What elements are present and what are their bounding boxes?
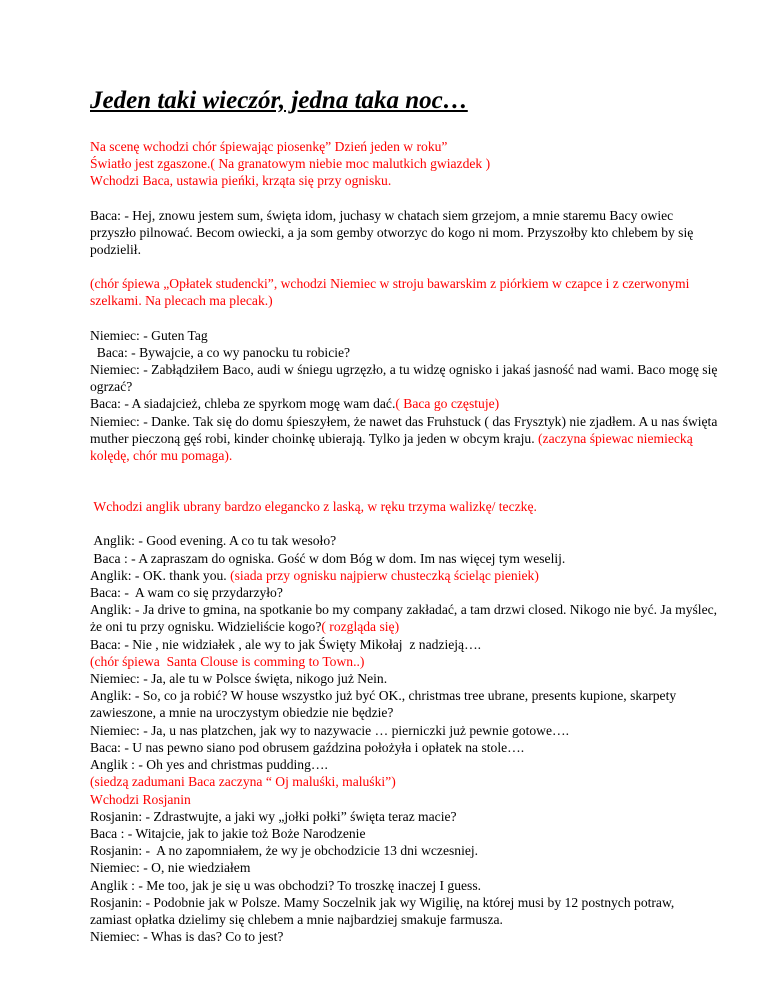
dialogue-line: Baca: - Bywajcie, a co wy panocku tu robicie? [90,344,351,360]
dialogue-line: Rosjanin: - Zdrastwujte, a jaki wy „jołki połki” święta teraz macie? [90,808,457,824]
paragraph-gap [90,190,718,207]
dialogue-line: Baca : - A zapraszam do ogniska. Gość w dom Bóg w dom. Im nas więcej tym weselij. [90,550,566,566]
stage-direction: (siedzą zadumani Baca zaczyna “ Oj maluśki, maluśki”) [90,774,396,790]
dialogue-line: Baca: - U nas pewno siano pod obrusem gaździna położyła i opłatek na stole…. [90,739,525,755]
stage-direction-inline: ( rozgląda się) [321,619,400,635]
dialogue-line: Anglik: - So, co ja robić? W house wszystko już być OK., christmas tree ubrane, presents kupione, skarpety zawieszone, a mnie na uroczystym obiedzie nie będzie? [90,688,677,721]
dialogue-line: Niemiec: - O, nie wiedziałem [90,860,251,876]
dialogue-line [90,413,718,465]
dialogue-line: Niemiec: - Zabłądziłem Baco, audi w śniegu ugrzęzło, a tu widzę ognisko i jakaś jasność nad wami. Baco mogę się ogrzać? [90,362,718,395]
dialogue-text: Anglik: - Ja drive to gmina, na spotkanie bo my company zakładać, a tam drzwi closed. Nikogo nie być. Ja myślec, że oni tu przy ognisku. Widzieliście kogo? [90,602,718,635]
dialogue-line: Baca: - Hej, znowu jestem sum, święta idom, juchasy w chatach siem grzejom, a mnie staremu Bacy owiec przyszło pilnować. Becom owiecki, a ja som gemby otworzyc do kogo ni mom. Przyszołby kto chlebem by się podzielił. [90,207,694,258]
dialogue-line: Niemiec: - Guten Tag [90,327,208,343]
dialogue-line: Niemiec: - Ja, u nas platzchen, jak wy to nazywacie … pierniczki już pewnie gotowe…. [90,722,570,738]
stage-direction-inline: (siada przy ognisku najpierw chusteczką ścieląc pieniek) [230,567,539,583]
paragraph-gap [90,464,718,498]
paragraph-gap [90,310,718,327]
dialogue-text: Anglik: - OK. thank you. [90,567,231,583]
dialogue-line: Rosjanin: - A no zapomniałem, że wy je obchodzicie 13 dni wczesniej. [90,843,479,859]
stage-direction: (chór śpiewa „Opłatek studencki”, wchodzi Niemiec w stroju bawarskim z piórkiem w czapce i z czerwonymi szelkami. Na plecach ma plecak.) [90,276,690,309]
paragraph-gap [90,515,718,532]
stage-direction: Światło jest zgaszone.( Na granatowym niebie moc malutkich gwiazdek ) [90,156,491,172]
dialogue-line: Anglik: - Good evening. A co tu tak wesoło? [90,533,337,549]
dialogue-line: Baca : - Witajcie, jak to jakie toż Boże Narodzenie [90,825,366,841]
paragraph-gap [90,258,718,275]
stage-direction: Na scenę wchodzi chór śpiewając piosenkę” Dzień jeden w roku” [90,139,448,154]
stage-direction-inline: ( Baca go częstuje) [395,396,500,412]
dialogue-line [90,601,718,635]
dialogue-line: Niemiec: - Whas is das? Co to jest? [90,929,284,945]
dialogue-line: Anglik : - Me too, jak je się u was obchodzi? To troszkę inaczej I guess. [90,877,482,893]
stage-direction: (chór śpiewa Santa Clouse is comming to Town..) [90,653,365,669]
stage-direction-inline: (zaczyna śpiewac niemiecką kolędę, chór mu pomaga). [90,430,693,464]
stage-direction: Wchodzi Rosjanin [90,791,191,807]
dialogue-line [90,395,718,412]
dialogue-line: Anglik : - Oh yes and christmas pudding…. [90,757,328,773]
document-title: Jeden taki wieczór, jedna taka noc… [90,87,468,114]
dialogue-line [90,567,718,584]
dialogue-text: Niemiec: - Danke. Tak się do domu śpieszyłem, że nawet das Fruhstuck ( das Frysztyk) nie zjadłem. A u nas święta muther pieczoną gęś robi, kinder choinkę ubierają. Tylko ja jeden w obcym kraju. [90,413,718,446]
stage-direction: Wchodzi anglik ubrany bardzo elegancko z laską, w ręku trzyma walizkę/ teczkę. [90,499,537,515]
dialogue-line: Baca: - Nie , nie widziałek , ale wy to jak Święty Mikołaj z nadzieją…. [90,636,482,652]
stage-direction: Wchodzi Baca, ustawia pieńki, krząta się przy ognisku. [90,173,392,189]
dialogue-line: Niemiec: - Ja, ale tu w Polsce święta, nikogo już Nein. [90,671,388,687]
dialogue-line: Rosjanin: - Podobnie jak w Polsze. Mamy Soczelnik jak wy Wigilię, na której musi by 12 postnych potraw, zamiast opłatka dzielimy się chlebem a mnie najbardziej smakuje farmusza. [90,894,675,927]
dialogue-line: Baca: - A wam co się przydarzyło? [90,585,283,601]
dialogue-text: Baca: - A siadajcież, chleba ze spyrkom mogę wam dać. [90,396,396,412]
